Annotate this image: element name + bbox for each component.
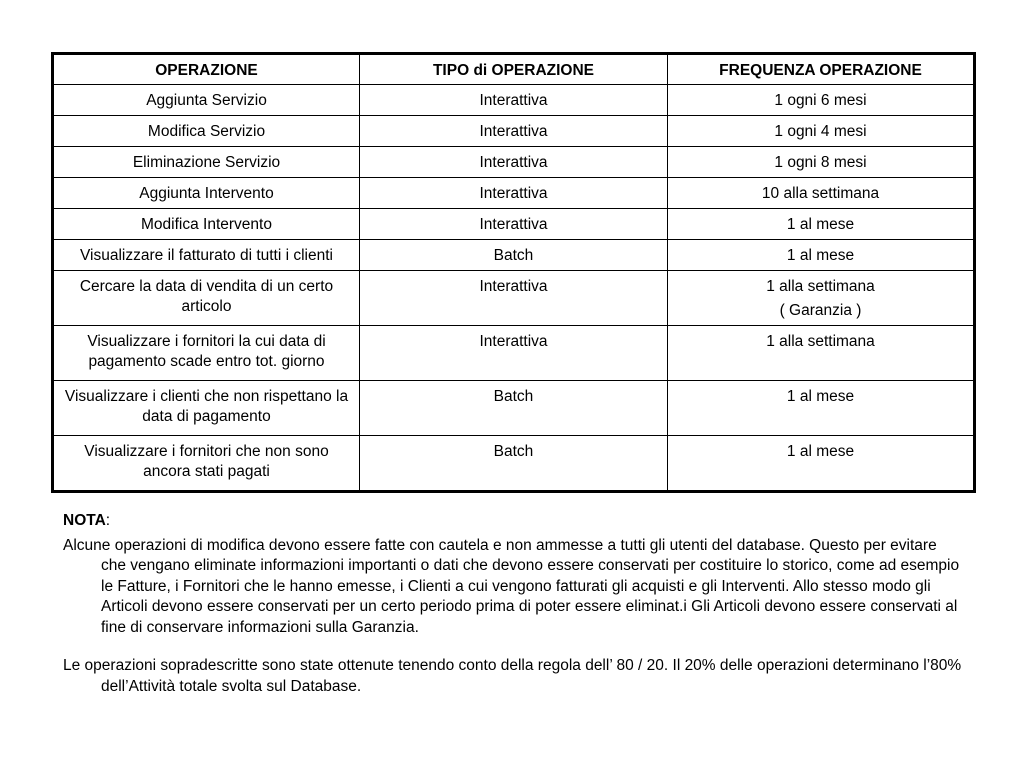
- cell-operazione: Visualizzare i clienti che non rispettano la data di pagamento: [53, 381, 360, 436]
- cell-tipo: Interattiva: [360, 178, 668, 209]
- header-tipo: TIPO di OPERAZIONE: [360, 54, 668, 85]
- cell-frequenza: 1 al mese: [668, 381, 975, 436]
- cell-operazione: Aggiunta Intervento: [53, 178, 360, 209]
- table-row: [53, 178, 975, 209]
- frequenza-note: ( Garanzia ): [779, 302, 862, 319]
- table-row: [53, 240, 975, 271]
- operations-table: [51, 52, 976, 493]
- table-row: [53, 147, 975, 178]
- cell-operazione: Aggiunta Servizio: [53, 85, 360, 116]
- cell-operazione: Eliminazione Servizio: [53, 147, 360, 178]
- note-title-colon: :: [105, 512, 111, 529]
- table-row: [53, 271, 975, 326]
- table-row: [53, 381, 975, 436]
- cell-frequenza: 1 alla settimana: [668, 326, 975, 381]
- header-frequenza: FREQUENZA OPERAZIONE: [668, 54, 975, 85]
- cell-frequenza: 1 ogni 6 mesi: [668, 85, 975, 116]
- cell-frequenza: 1 al mese: [668, 436, 975, 492]
- cell-frequenza: 1 ogni 8 mesi: [668, 147, 975, 178]
- table-header-row: [53, 54, 975, 85]
- cell-tipo: Interattiva: [360, 147, 668, 178]
- table-row: [53, 209, 975, 240]
- cell-tipo: Batch: [360, 240, 668, 271]
- cell-tipo: Interattiva: [360, 271, 668, 326]
- table-row: [53, 85, 975, 116]
- cell-operazione: Visualizzare i fornitori che non sono ancora stati pagati: [53, 436, 360, 492]
- note-title: NOTA: [63, 512, 106, 529]
- cell-operazione: Visualizzare i fornitori la cui data di pagamento scade entro tot. giorno: [53, 326, 360, 381]
- cell-operazione: Visualizzare il fatturato di tutti i clienti: [53, 240, 360, 271]
- cell-frequenza: [668, 271, 975, 326]
- header-operazione: OPERAZIONE: [53, 54, 360, 85]
- cell-frequenza: 1 ogni 4 mesi: [668, 116, 975, 147]
- cell-tipo: Interattiva: [360, 209, 668, 240]
- table-row: [53, 436, 975, 492]
- cell-frequenza: 10 alla settimana: [668, 178, 975, 209]
- note-paragraph-1: Alcune operazioni di modifica devono essere fatte con cautela e non ammesse a tutti gli utenti del database. Questo per evitare che vengano eliminate informazioni importanti o dati che devono essere conservati per costituire lo storico, come ad esempio le Fatture, i Fornitori che le hanno emesse, i Clienti a cui vengono fatturati gli acquisti e gli Interventi. Allo stesso modo gli Articoli devono essere conservati per un certo periodo prima di poter essere eliminat.i Gli Articoli devono essere conservati al fine di conservare informazioni sulla Garanzia.: [63, 536, 960, 636]
- table-row: [53, 326, 975, 381]
- cell-tipo: Interattiva: [360, 85, 668, 116]
- cell-tipo: Batch: [360, 381, 668, 436]
- cell-tipo: Batch: [360, 436, 668, 492]
- frequenza-value: 1 alla settimana: [766, 278, 875, 295]
- note-heading: [63, 511, 963, 532]
- table-row: [53, 116, 975, 147]
- cell-tipo: Interattiva: [360, 326, 668, 381]
- cell-frequenza: 1 al mese: [668, 209, 975, 240]
- note-paragraph-2: Le operazioni sopradescritte sono state ottenute tenendo conto della regola dell’ 80 / 20. Il 20% delle operazioni determinano l’80% dell’Attività totale svolta sul Database.: [63, 657, 962, 695]
- note-section: [63, 511, 963, 697]
- cell-operazione: Modifica Servizio: [53, 116, 360, 147]
- cell-tipo: Interattiva: [360, 116, 668, 147]
- cell-operazione: Cercare la data di vendita di un certo articolo: [53, 271, 360, 326]
- cell-frequenza: 1 al mese: [668, 240, 975, 271]
- cell-operazione: Modifica Intervento: [53, 209, 360, 240]
